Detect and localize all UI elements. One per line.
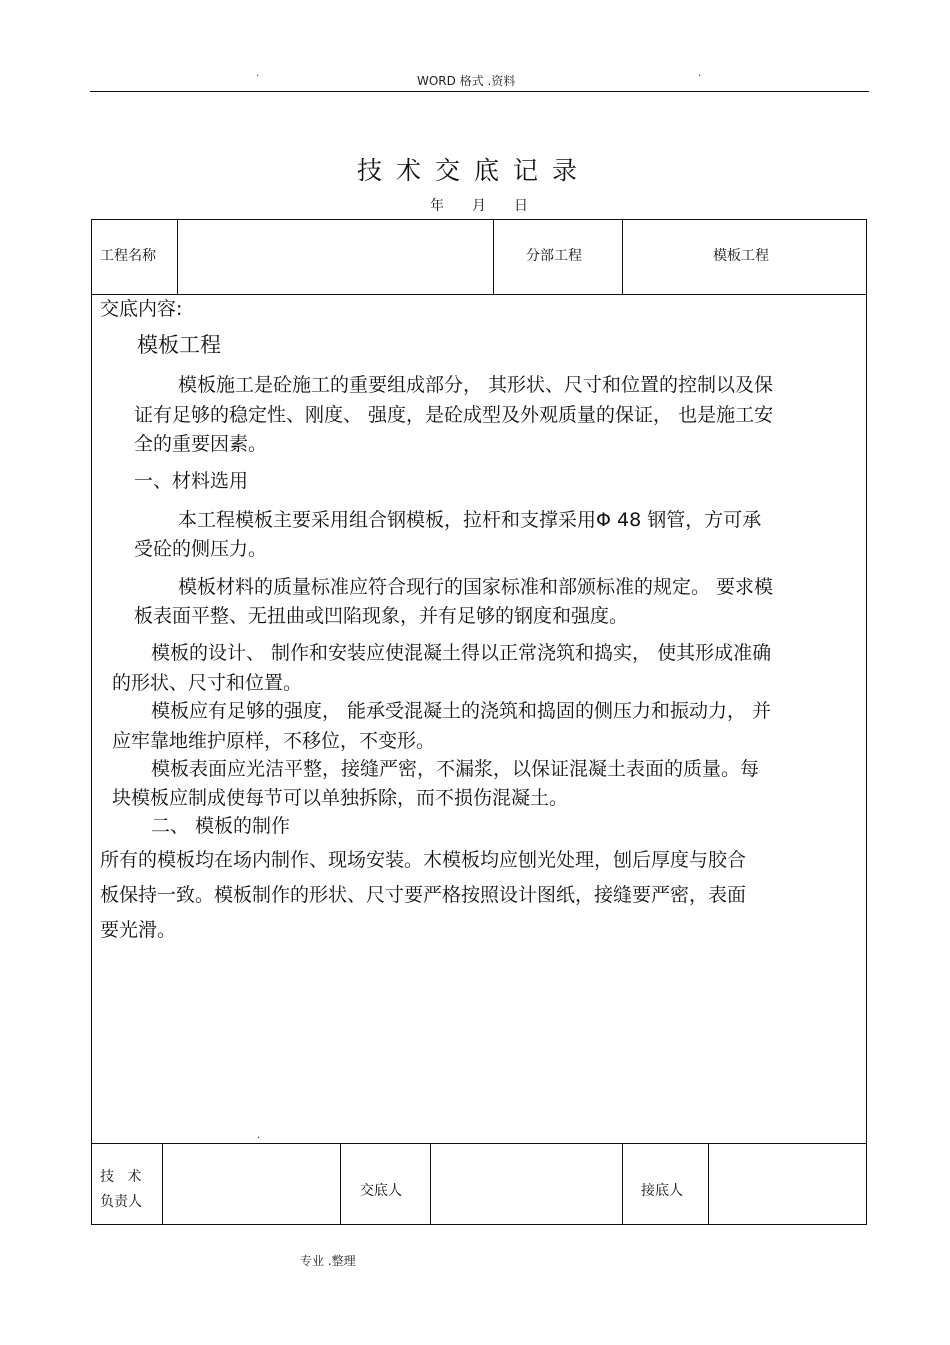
info-col-divider-1 (177, 219, 178, 295)
sign-col-divider-5 (708, 1143, 709, 1225)
sub-project-label: 分部工程 (526, 248, 582, 264)
content-line: 板表面平整、无扭曲或凹陷现象，并有足够的钢度和强度。 (134, 605, 629, 627)
sign-col-divider-2 (340, 1143, 341, 1225)
content-line: 全的重要因素。 (134, 433, 268, 455)
date-day: 日 (514, 198, 528, 214)
content-line: 模板的设计、 制作和安装应使混凝土得以正常浇筑和捣实， 使其形成准确 (151, 642, 772, 664)
handover-person-label: 交底人 (360, 1183, 402, 1199)
content-line: 证有足够的稳定性、刚度、 强度，是砼成型及外观质量的保证， 也是施工安 (134, 404, 774, 426)
content-line: 所有的模板均在场内制作、现场安装。木模板均应刨光处理，刨后厚度与胶合 (100, 849, 747, 871)
content-label: 交底内容: (100, 298, 183, 320)
content-line: 应牢靠地维护原样，不移位，不变形。 (112, 730, 436, 752)
sign-col-divider-4 (622, 1143, 623, 1225)
content-heading: 模板工程 (137, 333, 221, 357)
project-name-label: 工程名称 (100, 248, 156, 264)
header-dot-left: . (256, 68, 260, 79)
section-heading: 二、 模板的制作 (151, 815, 291, 837)
info-col-divider-3 (622, 219, 623, 295)
content-small-dot: . (257, 1130, 261, 1141)
document-title: 技术交底记录 (357, 156, 592, 185)
table-bottom-border (91, 1224, 867, 1225)
sign-col-divider-3 (430, 1143, 431, 1225)
content-line: 块模板应制成使每节可以单独拆除，而不损伤混凝土。 (112, 787, 569, 809)
sign-col-divider-1 (162, 1143, 163, 1225)
sub-project-value: 模板工程 (713, 248, 769, 264)
info-col-divider-2 (493, 219, 494, 295)
content-line: 模板材料的质量标准应符合现行的国家标准和部颁标准的规定。 要求模 (178, 576, 774, 598)
content-line: 的形状、尺寸和位置。 (112, 672, 303, 694)
header-divider (90, 91, 869, 92)
tech-lead-label-line1: 技 术 (100, 1169, 142, 1185)
header-dot-right: . (698, 68, 702, 79)
section-heading: 一、材料选用 (134, 470, 249, 492)
table-row1-divider (91, 294, 867, 295)
header-title: WORD 格式 .资料 (417, 74, 516, 88)
table-right-border (866, 219, 867, 1225)
content-line: 模板表面应光洁平整，接缝严密，不漏浆，以保证混凝土表面的质量。每 (151, 758, 760, 780)
date-year: 年 (430, 198, 444, 214)
date-month: 月 (472, 198, 486, 214)
content-line: 板保持一致。模板制作的形状、尺寸要严格按照设计图纸，接缝要严密，表面 (100, 884, 747, 906)
receiver-label: 接底人 (641, 1183, 683, 1199)
content-line: 模板施工是砼施工的重要组成部分， 其形状、尺寸和位置的控制以及保 (178, 374, 774, 396)
tech-lead-label-line2: 负责人 (100, 1194, 142, 1210)
content-line: 要光滑。 (100, 919, 177, 941)
content-line: 本工程模板主要采用组合钢模板，拉杆和支撑采用Φ 48 钢管，方可承 (178, 509, 762, 531)
content-line: 受砼的侧压力。 (134, 538, 268, 560)
content-line: 模板应有足够的强度， 能承受混凝土的浇筑和捣固的侧压力和振动力， 并 (151, 700, 772, 722)
footer-text: 专业 .整理 (300, 1254, 356, 1268)
table-left-border (91, 219, 92, 1225)
table-top-border (91, 219, 867, 220)
table-content-divider (91, 1143, 867, 1144)
